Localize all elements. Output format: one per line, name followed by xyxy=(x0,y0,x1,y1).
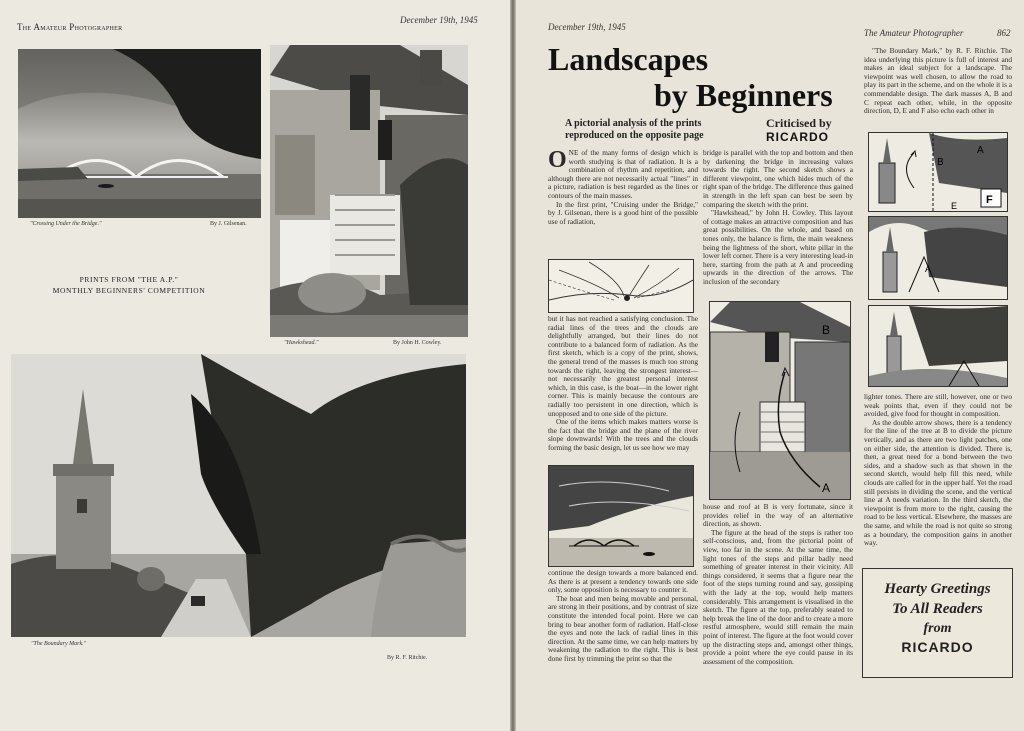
photo-credit: By R. F. Ritchie. xyxy=(387,655,428,661)
greeting-line: To All Readers xyxy=(892,601,983,617)
paragraph: In the first print, "Cruising under the Bridge," by J. Gilsenan, there is a good hint of the possible use of radiation, xyxy=(548,199,698,226)
page-number: 862 xyxy=(997,28,1011,38)
article-column-3-top xyxy=(864,47,1012,131)
sketch-label-a: A xyxy=(822,481,831,495)
paragraph: lighter tones. There are still, however, one or two weak points that, even if they could not be avoided, give food for thought in composition. xyxy=(864,393,1012,419)
article-column-2-bottom xyxy=(703,503,853,709)
photo-caption: "Crossing Under the Bridge." xyxy=(30,221,102,227)
paragraph: One of the items which makes matters worse is the fact that the bridge and the plane of the river slope downwards! With the trees and the clouds forming the basic design, let us see how we may xyxy=(548,417,698,452)
boundary-mark-photo-image xyxy=(11,354,466,637)
sketch-label-e: E xyxy=(951,201,958,211)
paragraph: The boat and men being movable and personal, are strong in their positions, and by contrast of size constitute the intended focal point. Here we can bring to bear another form of radiation. Half-close the eyes and note the lack of radial lines in this direction. At the same time, we can help matters by weakening the radiation to the right. This is best done first by trimming the print so that the xyxy=(548,593,698,663)
paragraph: The figure at the head of the steps is rather too self-conscious, and, from the pictorial point of view, too far in the scene. At the same time, the light tones of the steps and pillar badly need something of greater interest in their vicinity. All things considered, it seems that a figure near the foot of the steps turning round and say, gossiping with the lady at the top, would help matters considerably. This arrangement is visualised in the sketch. The figure at the top, preferably seated to help break the line of the door and to create a more restful atmosphere, would still remain the main point of interest. The figure at the foot would cover up the distracting steps and, amongst other things, provide a point where the eye could pause in its assessment of the composition. xyxy=(703,527,853,666)
article-column-1-middle xyxy=(548,315,698,462)
photo-crossing-under-the-bridge xyxy=(18,49,261,218)
article-column-1-top xyxy=(548,149,698,257)
photo-hawkshead xyxy=(270,45,468,337)
greeting-box xyxy=(862,568,1013,678)
sketch-boundary-mark-3 xyxy=(868,305,1008,387)
bridge-photo-image xyxy=(18,49,261,218)
photo-caption: "The Boundary Mark." xyxy=(31,641,87,647)
article-column-3-bottom xyxy=(864,393,1012,560)
competition-line: PRINTS FROM "THE A.P." xyxy=(79,275,179,284)
radiation-diagram xyxy=(549,260,693,312)
greeting-line: Hearty Greetings xyxy=(884,581,991,597)
sketch-boundary-mark-2 xyxy=(868,216,1008,300)
article-title-line-2: by Beginners xyxy=(654,77,833,113)
boundary-mark-diagram-1 xyxy=(869,133,1007,211)
sketch-label-a: A xyxy=(925,264,932,274)
article-column-2-top xyxy=(703,149,853,301)
paragraph: continue the design towards a more balanced end. As there is at present a tendency towards one side only, some opposition is necessary to counter it. xyxy=(548,569,698,595)
greeting-line: RICARDO xyxy=(901,639,974,655)
photo-caption: "Hawkshead." xyxy=(284,340,319,346)
masthead: The Amateur Photographer xyxy=(864,28,964,38)
competition-heading xyxy=(24,274,234,296)
paragraph: NE of the many forms of design which is worth studying is that of radiation. It is a combination of rhythm and repetition, and although there are not necessarily actual "lines" in a picture, radiation is best regarded as the lines or contours of the main masses. xyxy=(548,149,698,200)
hawkshead-photo-image xyxy=(270,45,468,337)
paragraph: but it has not reached a satisfying conclusion. The radial lines of the trees and the clouds are delightfully arranged, but their lines do not contribute to a balanced form of radiation. As the first sketch, which is a copy of the print, shows, the general trend of the masses is much too strong towards the right, leaving the strongest interest—not necessarily the greatest personal interest which, in this case, is the boat—in the lower right corner. This is mainly because the contours are radially too persistent in one direction, which is unopposed and to one side of the picture. xyxy=(548,315,698,418)
photo-credit: By J. Gilsenan. xyxy=(210,221,247,227)
sketch-hawkshead xyxy=(709,301,851,500)
paragraph: As the double arrow shows, there is a tendency for the line of the tree at B to divide the picture vertically, and as there are two light patches, one on either side, the attention is divided. There is, then, a great need for a bond between the two sides, and a shadow such as that shown in the second sketch, would help fill this need, while clouds are called for in the upper half. Yet the road still persists in dividing the scene, and the vertical line at A needs variation. In the third sketch, the viewpoint is from more to the right, causing the road to be less vertical. Elsewhere, the masses are the same, and while the road is not quite so strong as a boundary, the composition gains in another way. xyxy=(864,417,1012,548)
hawkshead-diagram xyxy=(710,302,850,499)
page-date: December 19th, 1945 xyxy=(400,15,478,25)
greeting-line: from xyxy=(923,621,952,636)
paragraph: "The Boundary Mark," by R. F. Ritchie. The idea underlying this picture is full of interest and makes an ideal subject for a landscape. The viewpoint was well chosen, to allow the road to play its part in the scheme, and on the whole it is a commendable design. The dark masses A, B and C repeat each other, while, in the opposite direction, D, E and F also echo each other in xyxy=(864,47,1012,116)
sketch-label-b: B xyxy=(822,323,831,337)
sketch-boundary-mark-1 xyxy=(868,132,1008,212)
photo-the-boundary-mark xyxy=(11,354,466,637)
paragraph: bridge is parallel with the top and bottom and then by darkening the bridge in increasing values towards the right. The second sketch shows a different viewpoint, one which hides much of the right span of the bridge. The difference thus gained in strength in the left span can best be seen by comparing the sketch with the print. xyxy=(703,149,853,209)
sketch-label-f: F xyxy=(986,194,993,206)
left-page xyxy=(0,0,510,731)
boundary-mark-diagram-3 xyxy=(869,306,1007,386)
page-date: December 19th, 1945 xyxy=(548,22,626,32)
photo-credit: By John H. Cowley. xyxy=(393,340,442,346)
article-column-1-bottom xyxy=(548,569,698,709)
sketch-label-b: B xyxy=(937,157,944,168)
drop-cap: O xyxy=(548,149,567,173)
article-title-line-1: Landscapes xyxy=(548,41,709,77)
right-page xyxy=(516,0,1024,731)
masthead: The Amateur Photographer xyxy=(17,22,123,32)
paragraph: house and roof at B is very fortunate, since it provides relief in the way of an alternative direction, as shown. xyxy=(703,503,853,529)
boundary-mark-diagram-2 xyxy=(869,217,1007,299)
bridge-diagram xyxy=(549,466,693,566)
criticised-by-label: Criticised by xyxy=(766,116,832,130)
sketch-label-a: A xyxy=(977,145,984,156)
critic-name: RICARDO xyxy=(766,130,829,144)
paragraph: "Hawkshead," by John H. Cowley. This layout of cottage makes an attractive composition and has great possibilities. On the whole, and based on tones only, the balance is firm, the main weakness being the lightness of the short, white pillar in the lower left corner. There is a very interesting lead-in here, starting from the path at A and proceeding upwards in the direction of the arrows. The inclusion of the secondary xyxy=(703,208,853,286)
article-subtitle: A pictorial analysis of the prints reproduced on the opposite page xyxy=(565,118,704,141)
competition-line: MONTHLY BEGINNERS' COMPETITION xyxy=(52,286,206,295)
sketch-bridge-radiation xyxy=(548,259,694,313)
sketch-bridge xyxy=(548,465,694,567)
